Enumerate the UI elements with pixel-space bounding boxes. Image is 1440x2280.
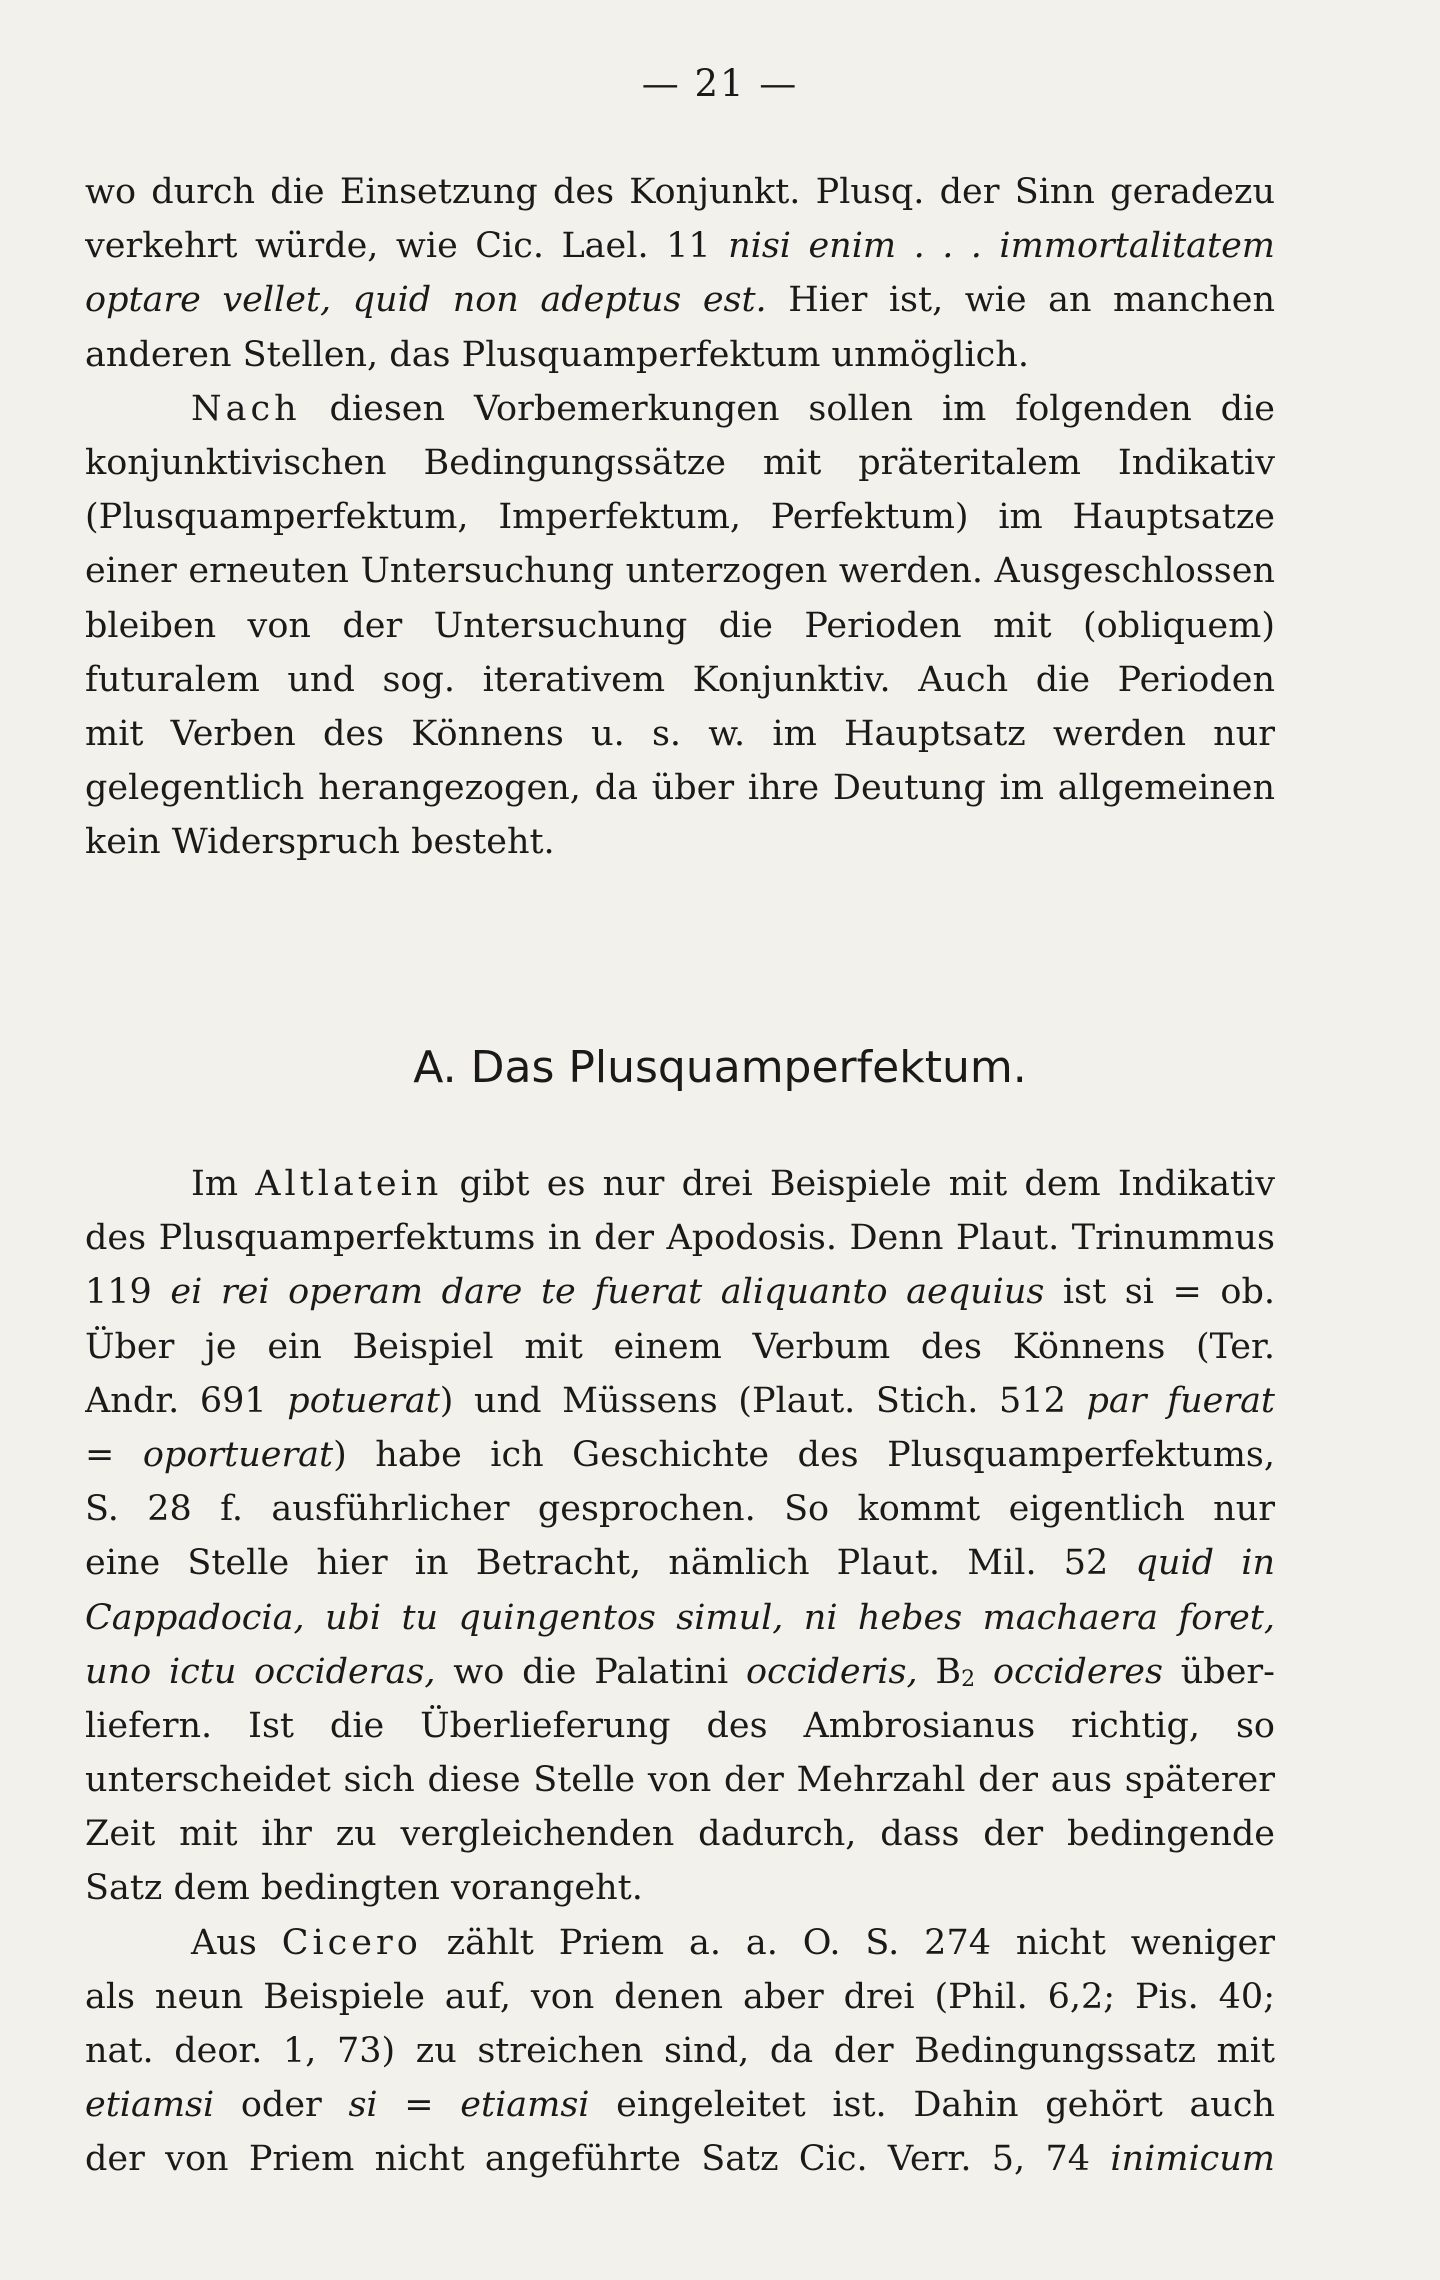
text-line: bleiben von der Untersuchung die Perioden mit (obliquem) <box>85 605 1275 646</box>
text-line: einer erneuten Untersuchung unterzogen werden. Ausgeschlossen <box>85 551 1275 592</box>
text-line: Über je ein Beispiel mit einem Verbum des Könnens (Ter. <box>85 1326 1275 1367</box>
text-line: Andr. 691 potuerat) und Müssens (Plaut. Stich. 512 par fuerat <box>85 1380 1275 1421</box>
text-line: anderen Stellen, das Plusquamperfektum unmöglich. <box>85 334 1029 375</box>
text-line: mit Verben des Könnens u. s. w. im Hauptsatz werden nur <box>85 713 1275 754</box>
text-line: = oportuerat) habe ich Geschichte des Plusquamperfektums, <box>85 1434 1275 1475</box>
section-heading: A. Das Plusquamperfektum. <box>413 1042 1027 1093</box>
text-line: des Plusquamperfektums in der Apodosis. Denn Plaut. Trinummus <box>85 1218 1275 1259</box>
text-line: S. 28 f. ausführlicher gesprochen. So kommt eigentlich nur <box>85 1489 1275 1530</box>
text-line: Im Altlatein gibt es nur drei Beispiele mit dem Indikativ <box>191 1164 1275 1204</box>
text-block-intro <box>85 165 1275 869</box>
text-line: wo durch die Einsetzung des Konjunkt. Plusq. der Sinn geradezu <box>85 172 1275 212</box>
text-line: kein Widerspruch besteht. <box>85 822 555 863</box>
text-line: futuralem und sog. iterativem Konjunktiv. Auch die Perioden <box>85 659 1275 700</box>
text-line: Cappadocia, ubi tu quingentos simul, ni hebes machaera foret, <box>85 1597 1275 1638</box>
text-line: nat. deor. 1, 73) zu streichen sind, da der Bedingungssatz mit <box>85 2031 1275 2071</box>
text-line: Aus Cicero zählt Priem a. a. O. S. 274 nicht weniger <box>191 1922 1275 1963</box>
text-line: eine Stelle hier in Betracht, nämlich Plaut. Mil. 52 quid in <box>85 1543 1275 1584</box>
text-line: etiamsi oder si = etiamsi eingeleitet ist. Dahin gehört auch <box>85 2085 1275 2126</box>
text-line: gelegentlich herangezogen, da über ihre Deutung im allgemeinen <box>85 768 1275 809</box>
page-number: — 21 — <box>641 62 799 105</box>
text-line: konjunktivischen Bedingungssätze mit präteritalem Indikativ <box>85 442 1275 483</box>
text-line: der von Priem nicht angeführte Satz Cic. Verr. 5, 74 inimicum <box>85 2139 1275 2180</box>
text-line: Zeit mit ihr zu vergleichenden dadurch, dass der bedingende <box>85 1814 1275 1855</box>
text-line: uno ictu occideras, wo die Palatini occideris, $B_2$ occideres über- <box>85 1651 1275 1692</box>
text-line: optare vellet, quid non adeptus est. Hier ist, wie an manchen <box>85 280 1275 321</box>
text-line: unterscheidet sich diese Stelle von der Mehrzahl der aus späterer <box>85 1760 1275 1801</box>
text-block-main <box>85 1157 1275 2187</box>
text-line: verkehrt würde, wie Cic. Lael. 11 nisi enim . . . immortalitatem <box>85 226 1275 267</box>
text-line: liefern. Ist die Überlieferung des Ambrosianus richtig, so <box>85 1705 1275 1746</box>
text-line: Nach diesen Vorbemerkungen sollen im folgenden die <box>191 388 1275 429</box>
text-line: als neun Beispiele auf, von denen aber drei (Phil. 6,2; Pis. 40; <box>85 1976 1275 2017</box>
text-line: (Plusquamperfektum, Imperfektum, Perfektum) im Hauptsatze <box>85 497 1275 538</box>
text-line: Satz dem bedingten vorangeht. <box>85 1868 643 1909</box>
text-line: 119 ei rei operam dare te fuerat aliquanto aequius ist si = ob. <box>85 1272 1275 1313</box>
